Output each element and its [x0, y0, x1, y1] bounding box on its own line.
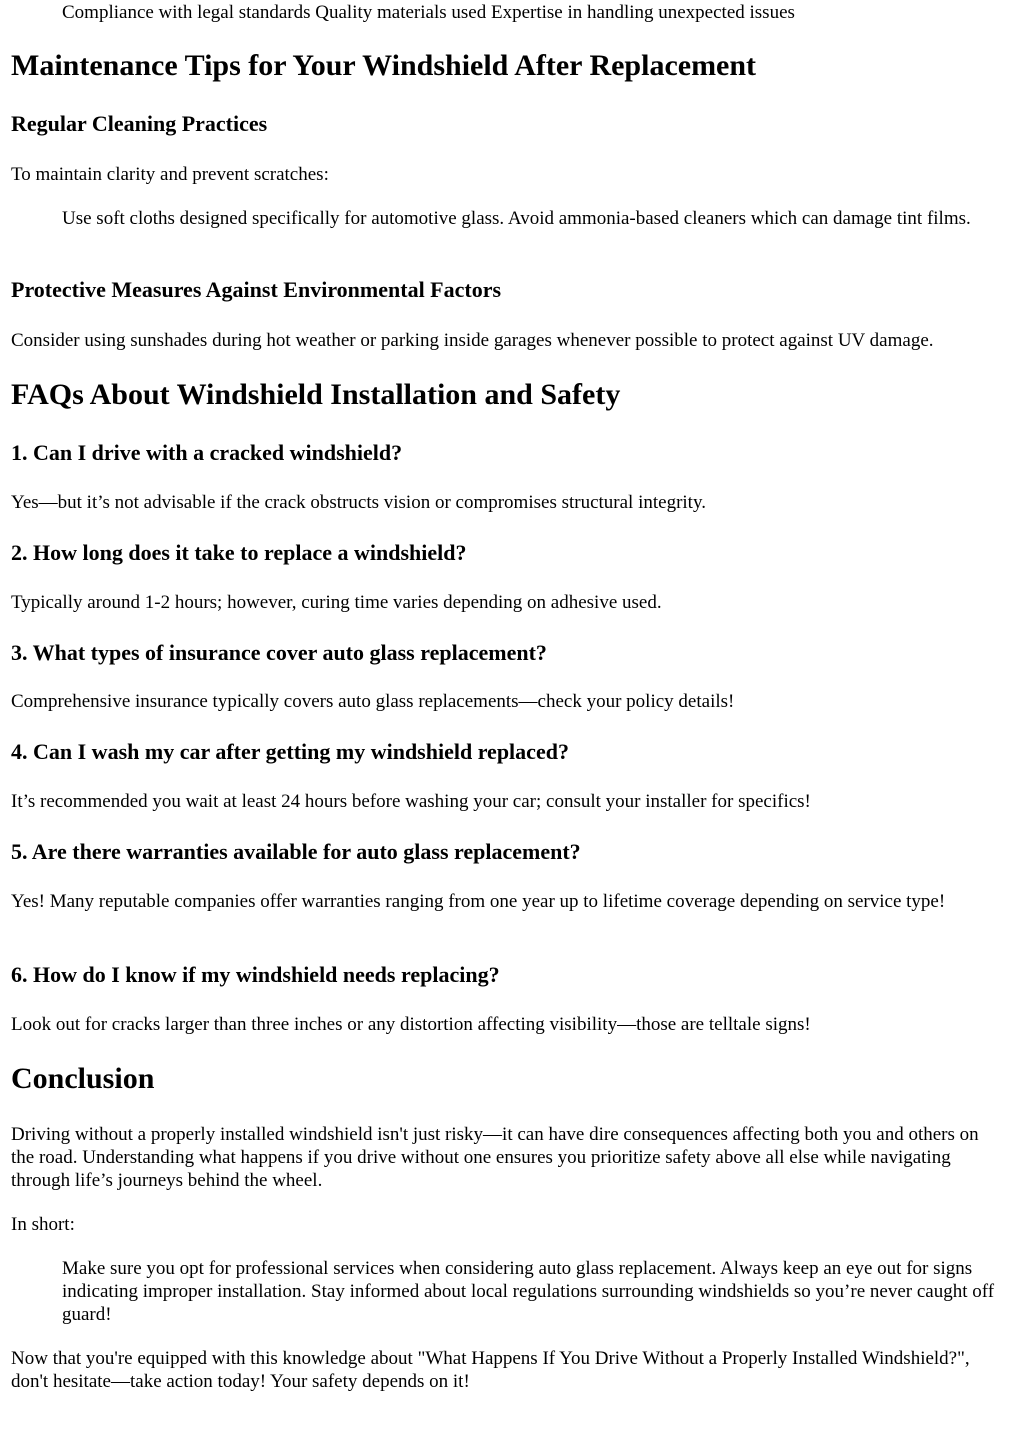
faq-question: 3. What types of insurance cover auto glass replacement?	[11, 640, 547, 665]
faq-answer: It’s recommended you wait at least 24 hours before washing your car; consult your installer for specifics!	[11, 791, 811, 812]
faq-answer-block	[11, 790, 1016, 813]
maintenance-heading: Maintenance Tips for Your Windshield After Replacement	[11, 49, 757, 82]
faq-answer-block	[11, 1013, 1016, 1036]
conclusion-para-block	[11, 1123, 1016, 1192]
protective-heading: Protective Measures Against Environmental Factors	[11, 277, 502, 302]
faq-item	[11, 539, 1016, 566]
faq-answer-block	[11, 591, 1016, 614]
conclusion-heading: Conclusion	[11, 1062, 155, 1095]
intro-list	[11, 1, 1016, 24]
faq-answer-block	[11, 890, 1016, 913]
faq-item	[11, 439, 1016, 466]
faq-question: 1. Can I drive with a cracked windshield?	[11, 440, 403, 465]
maintenance-heading-block	[11, 48, 1016, 84]
conclusion-list-block	[11, 1257, 1016, 1326]
faqs-heading-block	[11, 377, 1016, 413]
conclusion-paragraph: Driving without a properly installed windshield isn't just risky—it can have dire consequences affecting both you and others on the road. Understanding what happens if you drive without one ensures you prioritize safety above all else while navigating through life’s journeys behind the wheel.	[11, 1124, 979, 1191]
in-short-block	[11, 1213, 1016, 1236]
final-paragraph-block	[11, 1347, 1016, 1393]
cleaning-heading: Regular Cleaning Practices	[11, 111, 268, 136]
protective-text: Consider using sunshades during hot weather or parking inside garages whenever possible to protect against UV damage.	[11, 330, 934, 351]
faq-item	[11, 639, 1016, 666]
conclusion-heading-block	[11, 1061, 1016, 1097]
faq-answer-block	[11, 491, 1016, 514]
faq-answer-block	[11, 690, 1016, 713]
cleaning-intro: To maintain clarity and prevent scratches:	[11, 164, 329, 185]
intro-list-text: Compliance with legal standards Quality materials used Expertise in handling unexpected issues	[62, 2, 795, 23]
in-short-label: In short:	[11, 1214, 75, 1235]
protective-heading-block	[11, 276, 1016, 303]
faq-answer: Yes! Many reputable companies offer warranties ranging from one year up to lifetime coverage depending on service type!	[11, 891, 946, 912]
faq-question: 5. Are there warranties available for auto glass replacement?	[11, 839, 581, 864]
faq-question: 4. Can I wash my car after getting my windshield replaced?	[11, 739, 569, 764]
faq-answer: Comprehensive insurance typically covers auto glass replacements—check your policy details!	[11, 691, 735, 712]
faq-item	[11, 961, 1016, 988]
cleaning-list-block	[11, 207, 1016, 230]
conclusion-list: Make sure you opt for professional services when considering auto glass replacement. Always keep an eye out for signs indicating improper installation. Stay informed about local regulations surrounding windshields so you’re never caught off guard!	[62, 1258, 995, 1325]
cleaning-heading-block	[11, 110, 1016, 137]
faq-question: 2. How long does it take to replace a windshield?	[11, 540, 467, 565]
faqs-heading: FAQs About Windshield Installation and Safety	[11, 378, 621, 411]
cleaning-list: Use soft cloths designed specifically for automotive glass. Avoid ammonia-based cleaners which can damage tint films.	[62, 208, 971, 229]
final-paragraph: Now that you're equipped with this knowledge about "What Happens If You Drive Without a Properly Installed Windshield?", don't hesitate—take action today! Your safety depends on it!	[11, 1348, 970, 1392]
faq-answer: Yes—but it’s not advisable if the crack obstructs vision or compromises structural integrity.	[11, 492, 706, 513]
faq-item	[11, 738, 1016, 765]
faq-answer: Look out for cracks larger than three inches or any distortion affecting visibility—those are telltale signs!	[11, 1014, 811, 1035]
protective-text-block	[11, 329, 1016, 352]
faq-answer: Typically around 1-2 hours; however, curing time varies depending on adhesive used.	[11, 592, 662, 613]
cleaning-intro-block	[11, 163, 1016, 186]
faq-item	[11, 838, 1016, 865]
faq-question: 6. How do I know if my windshield needs replacing?	[11, 962, 500, 987]
